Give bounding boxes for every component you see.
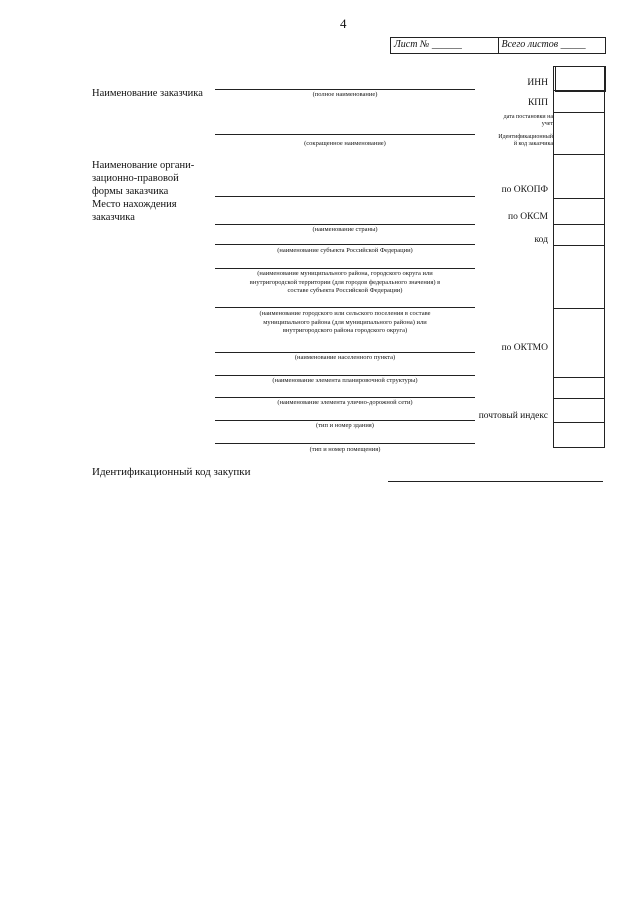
subject-line	[215, 244, 475, 245]
settlement-line	[215, 307, 475, 308]
full-name-line	[215, 89, 475, 90]
street-caption: (наименование элемента улично-дорожной сети)	[277, 399, 413, 406]
oktmo-label: по ОКТМО	[501, 343, 548, 353]
code-sep	[554, 154, 604, 155]
reg-date-label: дата постановки на учет	[503, 114, 553, 127]
postal-code-label: почтовый индекс	[478, 411, 548, 421]
country-caption: (наименование страны)	[312, 226, 378, 233]
full-name-caption: (полное наименование)	[312, 91, 378, 98]
settlement-caption: (наименование городского или сельского поселения в составе муниципального района (для муниципального района) или внутригородского района городского округа)	[259, 310, 431, 334]
okopf-label: по ОКОПФ	[501, 185, 548, 195]
codes-column	[553, 66, 605, 448]
location-label: Место нахождения заказчика	[92, 199, 177, 223]
country-line	[215, 224, 475, 225]
building-caption: (тип и номер здания)	[316, 422, 374, 429]
municipal-line	[215, 268, 475, 269]
locality-line	[215, 352, 475, 353]
page-number: 4	[340, 16, 347, 31]
room-line	[215, 443, 475, 444]
room-caption: (тип и номер помещения)	[309, 446, 381, 453]
municipal-caption: (наименование муниципального района, городского округа или внутригородской территории (для городов федерального значения) в составе субъекта Российской Федерации)	[249, 270, 441, 294]
org-form-line	[215, 196, 475, 197]
org-form-label: Наименование органи- зационно-правовой формы заказчика	[92, 160, 195, 197]
kpp-label: КПП	[527, 98, 548, 108]
sheet-counter	[390, 37, 606, 54]
locality-caption: (наименование населенного пункта)	[294, 354, 396, 361]
subject-caption: (наименование субъекта Российской Федерации)	[277, 247, 413, 254]
code-sep	[554, 398, 604, 399]
oksm-label: по ОКСМ	[508, 212, 548, 222]
sheet-number: Лист № ______	[394, 39, 462, 50]
code-label: код	[534, 235, 548, 245]
purchase-code-line	[388, 481, 603, 482]
street-line	[215, 397, 475, 398]
short-name-line	[215, 134, 475, 135]
building-line	[215, 420, 475, 421]
short-name-caption: (сокращенное наименование)	[304, 140, 386, 147]
ident-code-label: Идентификационный й код заказчика	[498, 134, 553, 147]
planning-caption: (наименование элемента планировочной структуры)	[272, 377, 418, 384]
code-sep	[554, 245, 604, 246]
code-sep	[554, 90, 604, 91]
code-sep	[554, 422, 604, 423]
code-sep	[554, 112, 604, 113]
total-sheets: Всего листов _____	[498, 38, 606, 53]
inn-label: ИНН	[527, 78, 548, 88]
planning-line	[215, 375, 475, 376]
code-sep	[554, 198, 604, 199]
customer-name-label: Наименование заказчика	[92, 88, 203, 99]
code-sep	[554, 308, 604, 309]
purchase-code-label: Идентификационный код закупки	[92, 466, 251, 478]
code-sep	[554, 224, 604, 225]
code-sep	[554, 377, 604, 378]
